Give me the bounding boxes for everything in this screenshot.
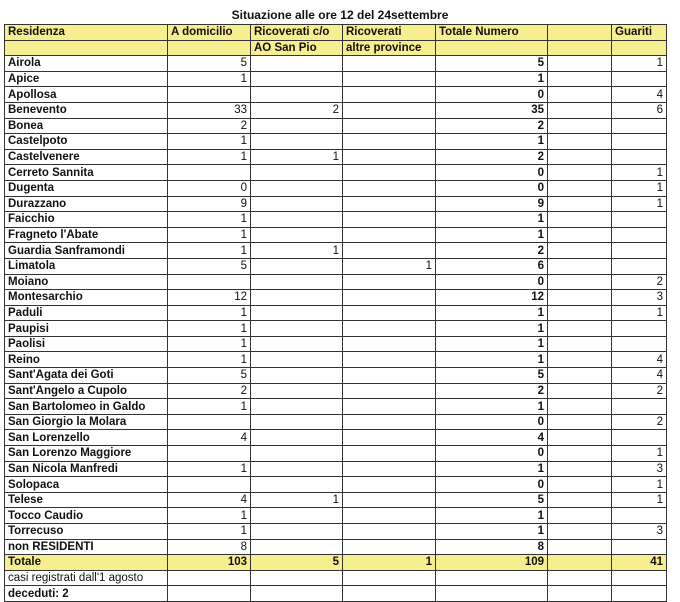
cell-blank: [548, 461, 612, 477]
cell-ricoverati-province: [343, 196, 436, 212]
cell-domicilio: 1: [168, 321, 251, 337]
cell-residenza: Tocco Caudio: [5, 508, 168, 524]
table-row: [5, 227, 667, 243]
cell-ricoverati-province: [343, 539, 436, 555]
table-row: [5, 102, 667, 118]
table-row: [5, 212, 667, 228]
cell-totale: 0: [436, 180, 548, 196]
table-row: [5, 274, 667, 290]
table-row: [5, 305, 667, 321]
cell-ricoverati-sanpio: [251, 165, 343, 181]
cell-residenza: Castelpoto: [5, 134, 168, 150]
cell-totale: 0: [436, 87, 548, 103]
cell-residenza: Dugenta: [5, 180, 168, 196]
header-domicilio: A domicilio: [168, 25, 251, 41]
table-row: [5, 352, 667, 368]
cell-ricoverati-province: [343, 508, 436, 524]
cell-ricoverati-sanpio: 1: [251, 492, 343, 508]
cell-guariti: 2: [612, 414, 667, 430]
header2-ricoverati-sanpio: AO San Pio: [251, 40, 343, 56]
cell-ricoverati-province: 1: [343, 258, 436, 274]
cell-residenza: Montesarchio: [5, 290, 168, 306]
table-row: [5, 368, 667, 384]
cell-blank: [548, 180, 612, 196]
cell-ricoverati-sanpio: [251, 336, 343, 352]
cell-guariti: [612, 430, 667, 446]
footer-note: casi registrati dall'1 agosto: [5, 570, 168, 586]
cell-blank: [548, 87, 612, 103]
cell-ricoverati-sanpio: [251, 321, 343, 337]
table-row: [5, 399, 667, 415]
cell-domicilio: 5: [168, 56, 251, 72]
table-row: [5, 461, 667, 477]
cell-residenza: Paduli: [5, 305, 168, 321]
cell-ricoverati-province: [343, 149, 436, 165]
totals-domicilio: 103: [168, 555, 251, 571]
footer-deaths-cell: [612, 586, 667, 602]
cases-table: [4, 24, 667, 602]
cell-totale: 0: [436, 477, 548, 493]
cell-ricoverati-sanpio: [251, 477, 343, 493]
cell-ricoverati-province: [343, 524, 436, 540]
cell-domicilio: [168, 87, 251, 103]
cell-blank: [548, 134, 612, 150]
cell-blank: [548, 71, 612, 87]
cell-guariti: [612, 508, 667, 524]
cell-domicilio: 4: [168, 492, 251, 508]
totals-guariti: 41: [612, 555, 667, 571]
cell-totale: 2: [436, 243, 548, 259]
cell-blank: [548, 446, 612, 462]
report-title: Situazione alle ore 12 del 24settembre: [231, 8, 449, 22]
cell-guariti: [612, 149, 667, 165]
cell-domicilio: 1: [168, 336, 251, 352]
cell-ricoverati-sanpio: [251, 56, 343, 72]
table-row: [5, 524, 667, 540]
header2-ricoverati-province: altre province: [343, 40, 436, 56]
header2-residenza: [5, 40, 168, 56]
cell-residenza: San Nicola Manfredi: [5, 461, 168, 477]
cell-domicilio: 2: [168, 383, 251, 399]
cell-ricoverati-sanpio: [251, 227, 343, 243]
cell-ricoverati-province: [343, 446, 436, 462]
cell-residenza: Cerreto Sannita: [5, 165, 168, 181]
cell-guariti: 1: [612, 165, 667, 181]
cell-blank: [548, 274, 612, 290]
cell-guariti: 4: [612, 87, 667, 103]
cell-ricoverati-province: [343, 399, 436, 415]
cell-residenza: Moiano: [5, 274, 168, 290]
header2-blank: [548, 40, 612, 56]
cell-ricoverati-province: [343, 336, 436, 352]
table-row: [5, 180, 667, 196]
cell-domicilio: 1: [168, 212, 251, 228]
cell-guariti: [612, 243, 667, 259]
cell-ricoverati-sanpio: [251, 524, 343, 540]
cell-ricoverati-sanpio: [251, 258, 343, 274]
cell-ricoverati-sanpio: [251, 414, 343, 430]
cell-domicilio: 8: [168, 539, 251, 555]
cell-totale: 5: [436, 492, 548, 508]
cell-guariti: [612, 212, 667, 228]
cell-ricoverati-province: [343, 352, 436, 368]
cell-ricoverati-sanpio: [251, 118, 343, 134]
cell-ricoverati-province: [343, 227, 436, 243]
cell-ricoverati-province: [343, 477, 436, 493]
cell-domicilio: 1: [168, 305, 251, 321]
cell-totale: 8: [436, 539, 548, 555]
cell-ricoverati-province: [343, 87, 436, 103]
cell-ricoverati-sanpio: [251, 212, 343, 228]
cell-domicilio: 1: [168, 524, 251, 540]
table-row: [5, 321, 667, 337]
cell-ricoverati-province: [343, 321, 436, 337]
cell-totale: 1: [436, 399, 548, 415]
table-row: [5, 149, 667, 165]
cell-domicilio: 2: [168, 118, 251, 134]
footer-note-cell: [612, 570, 667, 586]
cell-ricoverati-province: [343, 430, 436, 446]
cell-guariti: 1: [612, 56, 667, 72]
footer-note-cell: [436, 570, 548, 586]
footer-deaths-cell: [436, 586, 548, 602]
footer-deaths: deceduti: 2: [5, 586, 168, 602]
header2-domicilio: [168, 40, 251, 56]
cell-residenza: Airola: [5, 56, 168, 72]
footer-note-cell: [548, 570, 612, 586]
cell-ricoverati-province: [343, 180, 436, 196]
cell-residenza: Paupisi: [5, 321, 168, 337]
cell-residenza: Torrecuso: [5, 524, 168, 540]
cell-domicilio: 1: [168, 227, 251, 243]
cell-ricoverati-sanpio: 2: [251, 102, 343, 118]
cell-residenza: Sant'Agata dei Goti: [5, 368, 168, 384]
cell-totale: 0: [436, 165, 548, 181]
cell-guariti: [612, 399, 667, 415]
cell-totale: 0: [436, 274, 548, 290]
cell-totale: 1: [436, 321, 548, 337]
cell-ricoverati-sanpio: [251, 290, 343, 306]
cell-residenza: non RESIDENTI: [5, 539, 168, 555]
cell-totale: 9: [436, 196, 548, 212]
cell-ricoverati-province: [343, 305, 436, 321]
cell-blank: [548, 165, 612, 181]
cell-blank: [548, 430, 612, 446]
table-row: [5, 87, 667, 103]
cell-guariti: 4: [612, 352, 667, 368]
cell-totale: 1: [436, 508, 548, 524]
cell-blank: [548, 212, 612, 228]
cell-blank: [548, 368, 612, 384]
cell-blank: [548, 290, 612, 306]
cell-domicilio: 0: [168, 180, 251, 196]
cell-residenza: Solopaca: [5, 477, 168, 493]
cell-ricoverati-province: [343, 165, 436, 181]
table-row: [5, 492, 667, 508]
cell-ricoverati-sanpio: [251, 368, 343, 384]
cell-blank: [548, 258, 612, 274]
cell-ricoverati-province: [343, 461, 436, 477]
cell-blank: [548, 102, 612, 118]
cell-ricoverati-sanpio: [251, 305, 343, 321]
footer-note-cell: [168, 570, 251, 586]
cell-blank: [548, 492, 612, 508]
cell-ricoverati-province: [343, 290, 436, 306]
header-guariti: Guariti: [612, 25, 667, 41]
cell-totale: 1: [436, 134, 548, 150]
cell-totale: 1: [436, 524, 548, 540]
header-ricoverati-province: Ricoverati: [343, 25, 436, 41]
cell-residenza: San Lorenzello: [5, 430, 168, 446]
cell-blank: [548, 305, 612, 321]
cell-guariti: 1: [612, 492, 667, 508]
cell-domicilio: 1: [168, 243, 251, 259]
cell-residenza: Paolisi: [5, 336, 168, 352]
cell-domicilio: 1: [168, 149, 251, 165]
cell-blank: [548, 383, 612, 399]
table-row: [5, 508, 667, 524]
cell-ricoverati-province: [343, 118, 436, 134]
cell-guariti: [612, 539, 667, 555]
cell-domicilio: 33: [168, 102, 251, 118]
footer-deaths-cell: [343, 586, 436, 602]
cell-totale: 1: [436, 352, 548, 368]
cell-blank: [548, 227, 612, 243]
cell-totale: 2: [436, 149, 548, 165]
cell-residenza: Faicchio: [5, 212, 168, 228]
cell-guariti: 1: [612, 305, 667, 321]
table-row: [5, 118, 667, 134]
cell-residenza: Durazzano: [5, 196, 168, 212]
cell-ricoverati-sanpio: [251, 461, 343, 477]
cell-ricoverati-province: [343, 492, 436, 508]
cell-blank: [548, 118, 612, 134]
table-row: [5, 336, 667, 352]
table-row: [5, 71, 667, 87]
cell-totale: 0: [436, 446, 548, 462]
footer-note-row: [5, 570, 667, 586]
cell-ricoverati-sanpio: 1: [251, 149, 343, 165]
cell-ricoverati-sanpio: [251, 446, 343, 462]
footer-deaths-cell: [168, 586, 251, 602]
cell-ricoverati-province: [343, 212, 436, 228]
table-row: [5, 258, 667, 274]
cell-ricoverati-sanpio: [251, 539, 343, 555]
cell-totale: 6: [436, 258, 548, 274]
cell-totale: 12: [436, 290, 548, 306]
cell-domicilio: 4: [168, 430, 251, 446]
cell-ricoverati-sanpio: [251, 134, 343, 150]
cell-ricoverati-sanpio: [251, 430, 343, 446]
cell-domicilio: 1: [168, 461, 251, 477]
footer-note-cell: [251, 570, 343, 586]
cell-blank: [548, 243, 612, 259]
cell-domicilio: 5: [168, 368, 251, 384]
cell-guariti: 3: [612, 461, 667, 477]
table-row: [5, 477, 667, 493]
footer-deaths-cell: [251, 586, 343, 602]
totals-row: [5, 555, 667, 571]
cell-totale: 5: [436, 368, 548, 384]
cell-blank: [548, 56, 612, 72]
cell-domicilio: 1: [168, 71, 251, 87]
cell-domicilio: 1: [168, 508, 251, 524]
cell-residenza: Benevento: [5, 102, 168, 118]
header-row-1: [5, 25, 667, 41]
cell-ricoverati-province: [343, 102, 436, 118]
cell-guariti: [612, 336, 667, 352]
cell-guariti: 1: [612, 196, 667, 212]
cell-blank: [548, 539, 612, 555]
cell-ricoverati-sanpio: [251, 383, 343, 399]
header2-guariti: [612, 40, 667, 56]
cell-totale: 1: [436, 227, 548, 243]
header-totale: Totale Numero: [436, 25, 548, 41]
cell-ricoverati-sanpio: [251, 71, 343, 87]
table-row: [5, 196, 667, 212]
cell-totale: 2: [436, 383, 548, 399]
cell-ricoverati-province: [343, 414, 436, 430]
cell-ricoverati-sanpio: [251, 508, 343, 524]
cell-residenza: Limatola: [5, 258, 168, 274]
table-row: [5, 383, 667, 399]
cell-guariti: [612, 227, 667, 243]
cell-totale: 4: [436, 430, 548, 446]
cell-domicilio: 5: [168, 258, 251, 274]
table-row: [5, 134, 667, 150]
cell-guariti: 1: [612, 180, 667, 196]
cell-guariti: [612, 321, 667, 337]
cell-guariti: [612, 134, 667, 150]
cell-totale: 35: [436, 102, 548, 118]
cell-ricoverati-sanpio: [251, 352, 343, 368]
cell-totale: 5: [436, 56, 548, 72]
cell-blank: [548, 196, 612, 212]
cell-ricoverati-province: [343, 368, 436, 384]
cell-residenza: San Bartolomeo in Galdo: [5, 399, 168, 415]
table-row: [5, 539, 667, 555]
header-residenza: Residenza: [5, 25, 168, 41]
cell-guariti: [612, 118, 667, 134]
cell-residenza: Apice: [5, 71, 168, 87]
table-row: [5, 446, 667, 462]
cell-domicilio: 1: [168, 399, 251, 415]
cell-residenza: Bonea: [5, 118, 168, 134]
cell-domicilio: 12: [168, 290, 251, 306]
cell-totale: 1: [436, 461, 548, 477]
cell-totale: 0: [436, 414, 548, 430]
totals-ricoverati-sanpio: 5: [251, 555, 343, 571]
cell-domicilio: 1: [168, 352, 251, 368]
cell-domicilio: [168, 414, 251, 430]
cell-ricoverati-province: [343, 383, 436, 399]
cell-domicilio: [168, 477, 251, 493]
header-blank: [548, 25, 612, 41]
cell-guariti: 2: [612, 383, 667, 399]
cell-guariti: 6: [612, 102, 667, 118]
cell-ricoverati-sanpio: [251, 180, 343, 196]
cell-residenza: Guardia Sanframondi: [5, 243, 168, 259]
cell-blank: [548, 414, 612, 430]
cell-guariti: [612, 258, 667, 274]
cell-guariti: 1: [612, 477, 667, 493]
table-row: [5, 243, 667, 259]
cell-blank: [548, 149, 612, 165]
totals-blank: [548, 555, 612, 571]
footer-deaths-row: [5, 586, 667, 602]
cell-ricoverati-sanpio: [251, 399, 343, 415]
cell-totale: 2: [436, 118, 548, 134]
cell-residenza: Castelvenere: [5, 149, 168, 165]
cell-domicilio: 1: [168, 134, 251, 150]
cell-guariti: 3: [612, 524, 667, 540]
cell-totale: 1: [436, 212, 548, 228]
cell-ricoverati-sanpio: 1: [251, 243, 343, 259]
cell-totale: 1: [436, 71, 548, 87]
cell-domicilio: [168, 446, 251, 462]
footer-deaths-cell: [548, 586, 612, 602]
cell-guariti: [612, 71, 667, 87]
cell-domicilio: [168, 165, 251, 181]
header2-totale: [436, 40, 548, 56]
cell-ricoverati-province: [343, 274, 436, 290]
totals-totale: 109: [436, 555, 548, 571]
cell-ricoverati-sanpio: [251, 87, 343, 103]
cell-residenza: Apollosa: [5, 87, 168, 103]
cell-ricoverati-province: [343, 134, 436, 150]
cell-blank: [548, 321, 612, 337]
cell-guariti: 1: [612, 446, 667, 462]
header-ricoverati-sanpio: Ricoverati c/o: [251, 25, 343, 41]
footer-note-cell: [343, 570, 436, 586]
cell-domicilio: [168, 274, 251, 290]
table-row: [5, 290, 667, 306]
cell-ricoverati-sanpio: [251, 196, 343, 212]
cell-blank: [548, 477, 612, 493]
cell-ricoverati-province: [343, 71, 436, 87]
cell-ricoverati-sanpio: [251, 274, 343, 290]
totals-ricoverati-province: 1: [343, 555, 436, 571]
cell-blank: [548, 336, 612, 352]
cell-residenza: San Lorenzo Maggiore: [5, 446, 168, 462]
cell-residenza: Sant'Angelo a Cupolo: [5, 383, 168, 399]
cell-blank: [548, 399, 612, 415]
cell-totale: 1: [436, 305, 548, 321]
cell-ricoverati-province: [343, 243, 436, 259]
cell-blank: [548, 524, 612, 540]
cell-guariti: 4: [612, 368, 667, 384]
cell-ricoverati-province: [343, 56, 436, 72]
cell-blank: [548, 508, 612, 524]
cell-guariti: 3: [612, 290, 667, 306]
cell-blank: [548, 352, 612, 368]
cell-residenza: Reino: [5, 352, 168, 368]
table-row: [5, 165, 667, 181]
totals-label: Totale: [5, 555, 168, 571]
cell-domicilio: 9: [168, 196, 251, 212]
cell-totale: 1: [436, 336, 548, 352]
cell-residenza: Fragneto l'Abate: [5, 227, 168, 243]
cell-guariti: 2: [612, 274, 667, 290]
table-row: [5, 414, 667, 430]
table-row: [5, 56, 667, 72]
header-row-2: [5, 40, 667, 56]
cell-residenza: Telese: [5, 492, 168, 508]
cell-residenza: San Giorgio la Molara: [5, 414, 168, 430]
table-row: [5, 430, 667, 446]
